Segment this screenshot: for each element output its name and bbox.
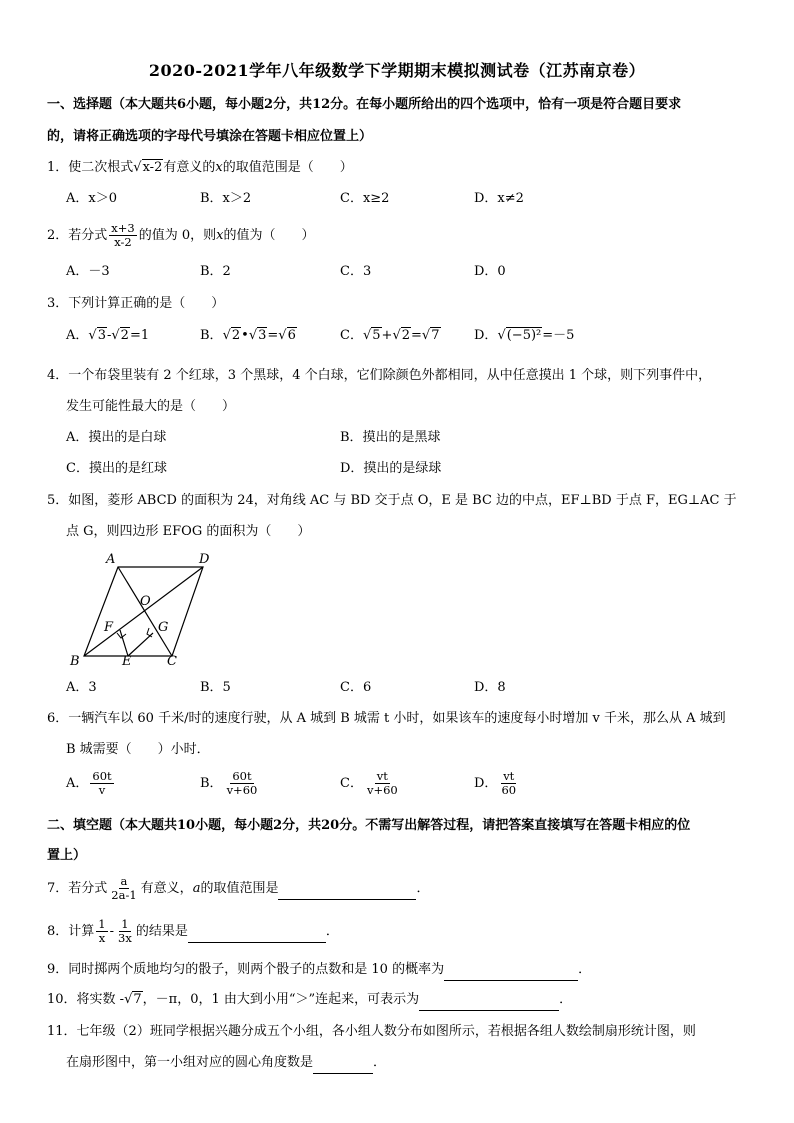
q2-option-d: D．0: [474, 264, 506, 279]
q6-option-c: C． $\frac{vt}{v+60}$: [340, 769, 398, 797]
segment-ef: [120, 630, 128, 656]
answer-blank[interactable]: [419, 990, 559, 1011]
question-4-line1: 4．一个布袋里装有 2 个红球，3 个黑球，4 个白球，它们除颜色外都相同，从中任意摸出 1 个球，则下列事件中，: [47, 368, 712, 383]
label-g: G: [158, 620, 169, 635]
q1-option-a: A．x＞0: [66, 191, 117, 206]
question-4-line2: 发生可能性最大的是（ ）: [66, 399, 236, 414]
q4-option-c: C．摸出的是红球: [66, 461, 167, 476]
q3-option-b: B．√2•√3=√6: [200, 328, 296, 343]
q3-option-c: C．√5+√2=√7: [340, 328, 440, 343]
q2-option-a: A．－3: [66, 264, 110, 279]
label-b: B: [70, 654, 80, 669]
q4-option-b: B．摸出的是黑球: [340, 430, 441, 445]
question-6-line2: B 城需要（ ）小时．: [66, 742, 210, 757]
q2-option-c: C．3: [340, 264, 372, 279]
q6-option-a: A． $\frac{60t}{v}$: [66, 769, 112, 797]
fraction: $\frac{x+3}{x-2}$: [111, 221, 135, 249]
label-d: D: [199, 552, 210, 567]
section1-heading-line1: 一、选择题（本大题共6小题，每小题2分，共12分。在每小题所给出的四个选项中，恰有一项是符合题目要求: [47, 97, 682, 112]
question-9: 9．同时掷两个质地均匀的骰子，则两个骰子的点数和是 10 的概率为 ．: [47, 960, 591, 981]
right-angle-mark-g: [147, 628, 152, 637]
answer-blank[interactable]: [313, 1053, 373, 1074]
q3-option-a: A．√3-√2=1: [66, 328, 150, 343]
label-e: E: [122, 654, 132, 669]
q5-option-a: A．3: [66, 680, 97, 695]
q5-option-d: D．8: [474, 680, 506, 695]
section1-heading-line2: 的，请将正确选项的字母代号填涂在答题卡相应位置上）: [47, 129, 373, 144]
answer-blank[interactable]: [188, 922, 326, 943]
sqrt-expression: √x-2: [133, 160, 163, 175]
q3-option-d: D．√(−5)²=－5: [474, 328, 575, 343]
question-8: 8．计算 $\frac{1}{x}$ - $\frac{1}{3x}$ 的结果是 ．: [47, 917, 339, 945]
label-o: O: [140, 594, 151, 609]
diagonal-ac: [118, 567, 172, 656]
q5-option-c: C．6: [340, 680, 372, 695]
q6-option-d: D． $\frac{vt}{60}$: [474, 769, 517, 797]
question-2-stem: 2．若分式 $\frac{x+3}{x-2}$ 的值为 0，则x的值为（ ）: [47, 221, 315, 249]
label-c: C: [167, 654, 177, 669]
answer-blank[interactable]: [278, 879, 416, 900]
answer-blank[interactable]: [444, 960, 578, 981]
page-title: 2020-2021学年八年级数学下学期期末模拟测试卷（江苏南京卷）: [148, 61, 646, 80]
rhombus-figure: [60, 548, 230, 673]
q2-option-b: B．2: [200, 264, 231, 279]
q1-option-b: B．x＞2: [200, 191, 252, 206]
label-a: A: [106, 552, 116, 567]
question-5-line2: 点 G，则四边形 EFOG 的面积为（ ）: [66, 524, 311, 539]
question-3-stem: 3．下列计算正确的是（ ）: [47, 296, 225, 311]
label-f: F: [104, 620, 114, 635]
diagonal-bd: [84, 567, 203, 656]
section2-heading-line2: 置上）: [47, 848, 87, 863]
question-10: 10．将实数 -√7，－π，0，1 由大到小用“＞”连起来，可表示为 ．: [47, 990, 572, 1011]
q4-option-d: D．摸出的是绿球: [340, 461, 442, 476]
q5-option-b: B．5: [200, 680, 231, 695]
question-7: 7．若分式 $\frac{a}{2a-1}$ 有意义，a的取值范围是 ．: [47, 874, 430, 902]
question-11-line2: 在扇形图中，第一小组对应的圆心角度数是 ．: [66, 1053, 386, 1074]
question-6-line1: 6．一辆汽车以 60 千米/时的速度行驶，从 A 城到 B 城需 t 小时，如果该车的速度每小时增加 v 千米，那么从 A 城到: [47, 711, 726, 726]
q1-option-c: C．x≥2: [340, 191, 390, 206]
section2-heading-line1: 二、填空题（本大题共10小题，每小题2分，共20分。不需写出解答过程，请把答案直接填写在答题卡相应的位: [47, 818, 691, 833]
q1-option-d: D．x≠2: [474, 191, 524, 206]
q6-option-b: B． $\frac{60t}{v+60}$: [200, 769, 258, 797]
question-11-line1: 11．七年级（2）班同学根据兴趣分成五个小组，各小组人数分布如图所示，若根据各组人数绘制扇形统计图，则: [47, 1024, 696, 1039]
segment-eg: [128, 633, 153, 656]
question-5-line1: 5．如图，菱形 ABCD 的面积为 24，对角线 AC 与 BD 交于点 O，E 是 BC 边的中点，EF⊥BD 于点 F，EG⊥AC 于: [47, 493, 737, 508]
question-1-stem: 1．使二次根式√x-2有意义的x的取值范围是（ ）: [47, 158, 353, 178]
q4-option-a: A．摸出的是白球: [66, 430, 167, 445]
